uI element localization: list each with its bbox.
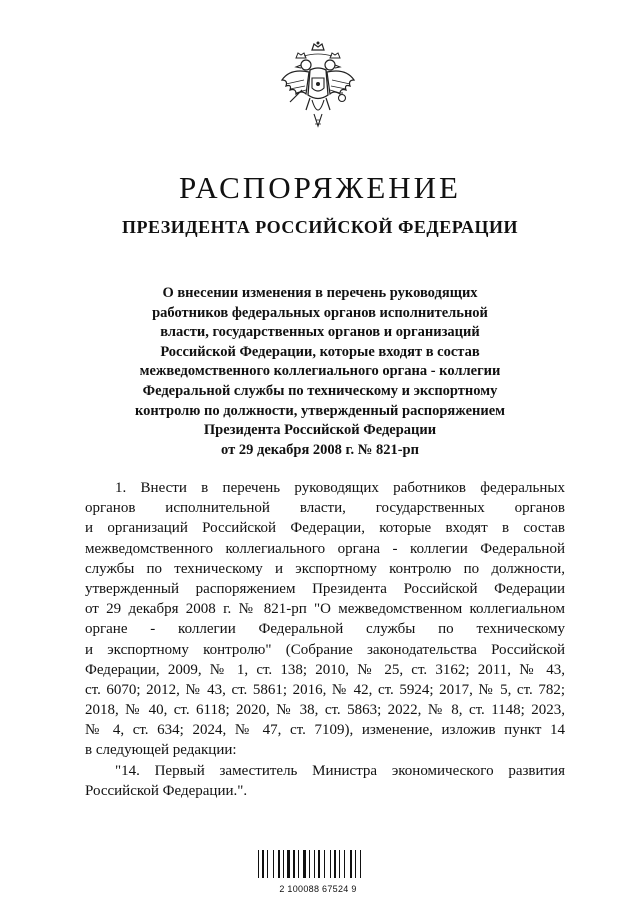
barcode-bar xyxy=(293,850,295,878)
title-line: работников федеральных органов исполнительной xyxy=(152,304,488,321)
barcode-bar xyxy=(262,850,264,878)
paragraph-1 xyxy=(85,478,565,761)
body-line: ст. 6070; 2012, № 43, ст. 5861; 2016, № 42, ст. 5924; 2017, № 5, ст. 782; xyxy=(85,681,565,698)
body-line: и экспортному контролю" (Собрание законодательства Российской xyxy=(85,641,565,658)
barcode-bar xyxy=(334,850,336,878)
title-line: от 29 декабря 2008 г. № 821-рп xyxy=(221,441,419,458)
barcode-bar xyxy=(287,850,290,878)
title-line: Российской Федерации, которые входят в состав xyxy=(160,343,480,360)
body-line: межведомственного коллегиального органа - коллегии Федеральной xyxy=(85,540,565,557)
title-line: О внесении изменения в перечень руководящих xyxy=(162,285,478,301)
issuer-heading: ПРЕЗИДЕНТА РОССИЙСКОЙ ФЕДЕРАЦИИ xyxy=(122,217,518,237)
title-line: межведомственного коллегиального органа - коллегии xyxy=(139,363,501,380)
document-type-heading: РАСПОРЯЖЕНИЕ xyxy=(179,170,461,205)
russian-coat-of-arms-icon xyxy=(276,40,360,140)
document-body xyxy=(85,478,565,801)
title-line: Федеральной службы по техническому и экспортному xyxy=(142,382,498,399)
barcode-bar xyxy=(318,850,320,878)
body-line: 2018, № 40, ст. 6118; 2020, № 38, ст. 5863; 2022, № 8, ст. 1148; 2023, xyxy=(85,702,565,719)
body-line: Российской Федерации.". xyxy=(85,782,248,799)
body-line: органов исполнительной власти, государственных органов xyxy=(85,500,565,517)
title-line: Президента Российской Федерации xyxy=(203,422,437,439)
barcode-bar xyxy=(330,850,331,878)
barcode-bar xyxy=(309,850,310,878)
barcode-bar xyxy=(273,850,274,878)
barcode-bar xyxy=(360,850,361,878)
barcode-bar xyxy=(258,850,259,878)
barcode-bar xyxy=(314,850,315,878)
barcode-bar xyxy=(355,850,356,878)
barcode xyxy=(256,850,380,896)
barcode-bar xyxy=(303,850,306,878)
body-line: 1. Внести в перечень руководящих работников федеральных xyxy=(115,480,565,496)
barcode-bar xyxy=(298,850,299,878)
body-line: органе - коллегии Федеральной службы по техническому xyxy=(85,621,565,638)
barcode-bar xyxy=(283,850,284,878)
barcode-bar xyxy=(344,850,345,878)
barcode-bar xyxy=(350,850,352,878)
body-line: службы по техническому и экспортному контролю по должности, xyxy=(85,560,565,577)
body-line: в следующей редакции: xyxy=(85,742,237,759)
title-line: власти, государственных органов и организаций xyxy=(160,324,480,341)
body-line: и организаций Российской Федерации, которые входят в состав xyxy=(85,520,565,537)
barcode-bar xyxy=(324,850,325,878)
body-line: Федерации, 2009, № 1, ст. 138; 2010, № 25, ст. 3162; 2011, № 43, xyxy=(85,661,565,678)
barcode-icon xyxy=(256,850,380,878)
body-line: № 4, ст. 634; 2024, № 47, ст. 7109), изменение, изложив пункт 14 xyxy=(85,722,565,739)
body-line: "14. Первый заместитель Министра экономического развития xyxy=(115,762,565,779)
document-title xyxy=(110,284,530,460)
barcode-bar xyxy=(339,850,340,878)
barcode-bar xyxy=(278,850,280,878)
title-line: контролю по должности, утвержденный распоряжением xyxy=(134,402,506,419)
barcode-number: 2 100088 67524 9 xyxy=(279,884,357,894)
paragraph-2 xyxy=(85,761,565,801)
barcode-bar xyxy=(267,850,268,878)
body-line: от 29 декабря 2008 г. № 821-рп "О межведомственном коллегиальном xyxy=(85,601,565,618)
body-line: утвержденный распоряжением Президента Российской Федерации xyxy=(85,580,565,597)
